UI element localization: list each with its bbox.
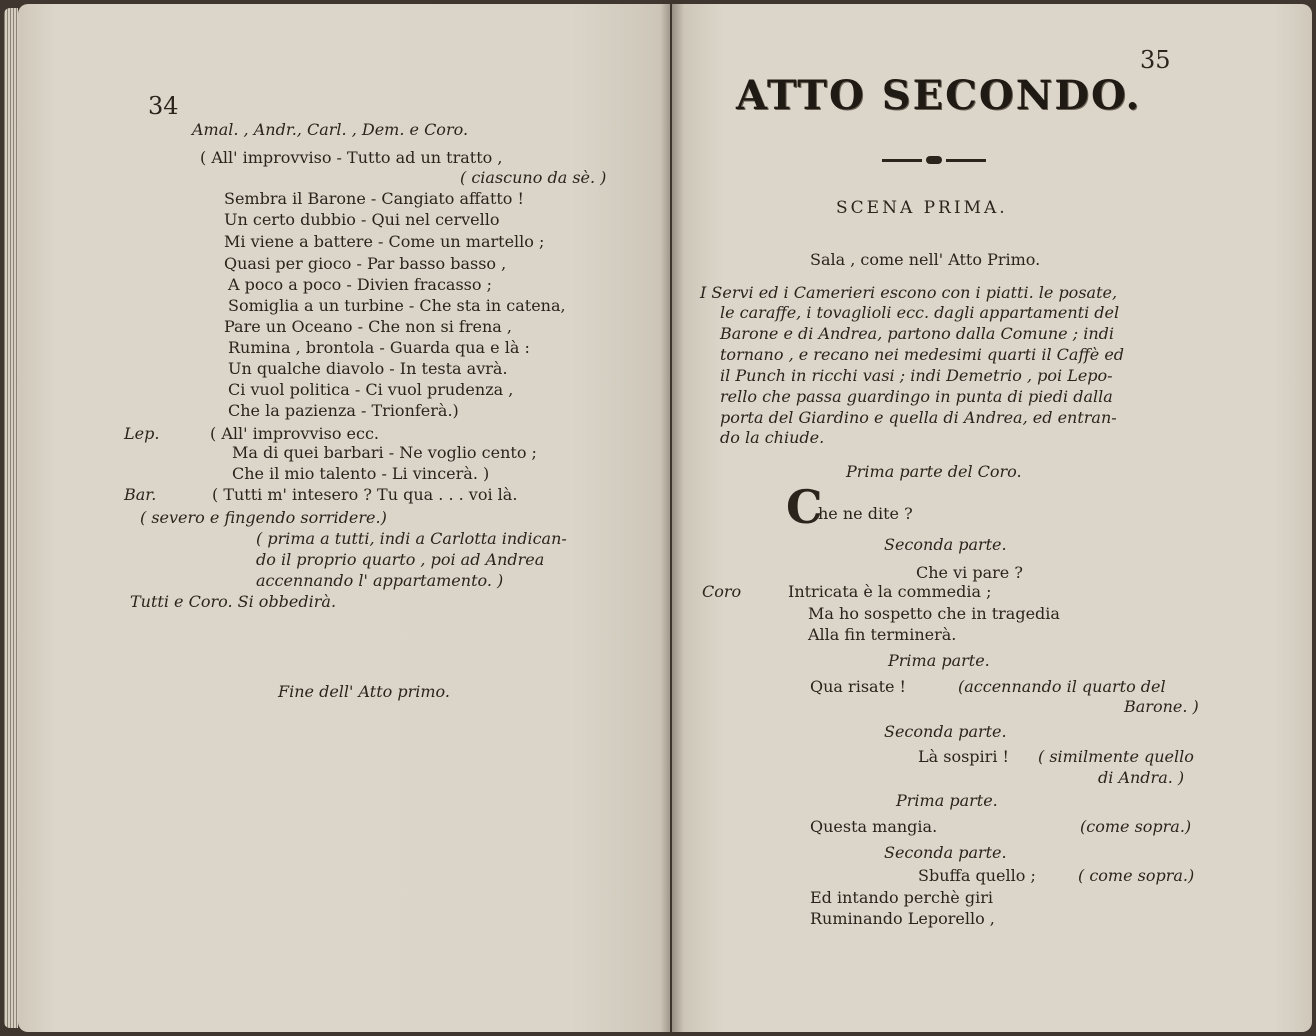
- stage-direction-line: porta del Giardino e quella di Andrea, ed entran-: [720, 408, 1117, 427]
- stage-direction: ( come sopra.): [1078, 866, 1195, 885]
- stage-direction-line: le caraffe, i tovaglioli ecc. dagli appartamenti del: [720, 303, 1120, 322]
- stage-direction-line: tornano , e recano nei medesimi quarti il Caffè ed: [720, 345, 1125, 364]
- stage-direction: do il proprio quarto , poi ad Andrea: [256, 550, 545, 569]
- ornament-rule: [882, 156, 986, 164]
- verse-line: he ne dite ?: [818, 504, 913, 523]
- stage-direction: ( ciascuno da sè. ): [460, 168, 607, 187]
- speakers-line: Amal. , Andr., Carl. , Dem. e Coro.: [192, 120, 469, 139]
- left-page-number: 34: [148, 92, 179, 120]
- verse-line: Che vi pare ?: [916, 563, 1023, 582]
- stage-direction: ( prima a tutti, indi a Carlotta indican-: [256, 529, 567, 548]
- closing-line: Tutti e Coro. Si obbedirà.: [130, 592, 337, 611]
- act-title: ATTO SECONDO.: [736, 72, 1142, 119]
- verse-line: Un certo dubbio - Qui nel cervello: [224, 210, 500, 229]
- chorus-part-label: Seconda parte.: [884, 722, 1007, 741]
- scene-title: SCENA PRIMA.: [836, 198, 1008, 218]
- verse-line: ( All' improvviso - Tutto ad un tratto ,: [200, 148, 503, 167]
- speaker-label: Lep.: [124, 424, 160, 443]
- stage-direction-line: Barone e di Andrea, partono dalla Comune ; indi: [720, 324, 1114, 343]
- verse-line: Che il mio talento - Li vincerà. ): [232, 464, 490, 483]
- verse-line: Mi viene a battere - Come un martello ;: [224, 232, 545, 251]
- verse-line: Ruminando Leporello ,: [810, 909, 995, 928]
- act-end-line: Fine dell' Atto primo.: [278, 682, 450, 701]
- verse-line: Alla fin terminerà.: [808, 625, 957, 644]
- verse-line: Pare un Oceano - Che non si frena ,: [224, 317, 512, 336]
- verse-line: Qua risate !: [810, 677, 906, 696]
- verse-line: Ed intando perchè giri: [810, 888, 993, 907]
- chorus-part-label: Seconda parte.: [884, 535, 1007, 554]
- stage-direction: (accennando il quarto del: [958, 677, 1166, 696]
- stage-direction-line: do la chiude.: [720, 428, 825, 447]
- verse-line: Quasi per gioco - Par basso basso ,: [224, 254, 507, 273]
- speaker-label: Bar.: [124, 485, 157, 504]
- verse-line: A poco a poco - Divien fracasso ;: [228, 275, 492, 294]
- setting-line: Sala , come nell' Atto Primo.: [810, 250, 1041, 269]
- chorus-part-label: Prima parte.: [896, 791, 998, 810]
- chorus-part-label: Prima parte del Coro.: [846, 462, 1022, 481]
- stage-direction: ( similmente quello: [1038, 747, 1194, 766]
- stage-direction: di Andra. ): [1098, 768, 1185, 787]
- stage-direction-line: il Punch in ricchi vasi ; indi Demetrio , poi Lepo-: [720, 366, 1113, 385]
- book-gutter: [660, 0, 684, 1036]
- stage-direction: (come sopra.): [1080, 817, 1192, 836]
- speaker-label: Coro: [702, 582, 742, 601]
- verse-line: ( All' improvviso ecc.: [210, 424, 380, 443]
- stage-direction-line: rello che passa guardingo in punta di piedi dalla: [720, 387, 1113, 406]
- verse-line: Ma ho sospetto che in tragedia: [808, 604, 1060, 623]
- chorus-part-label: Seconda parte.: [884, 843, 1007, 862]
- verse-line: Sbuffa quello ;: [918, 866, 1036, 885]
- verse-line: Somiglia a un turbine - Che sta in catena,: [228, 296, 566, 315]
- verse-line: Intricata è la commedia ;: [788, 582, 992, 601]
- drop-cap: C: [786, 480, 823, 534]
- chorus-part-label: Prima parte.: [888, 651, 990, 670]
- verse-line: Un qualche diavolo - In testa avrà.: [228, 359, 508, 378]
- verse-line: Che la pazienza - Trionferà.): [228, 401, 459, 420]
- verse-line: Ci vuol politica - Ci vuol prudenza ,: [228, 380, 514, 399]
- verse-line: Là sospiri !: [918, 747, 1009, 766]
- right-page-number: 35: [1140, 46, 1171, 74]
- page-edges: [4, 8, 18, 1028]
- verse-line: Sembra il Barone - Cangiato affatto !: [224, 189, 524, 208]
- stage-direction: Barone. ): [1124, 697, 1199, 716]
- verse-line: Rumina , brontola - Guarda qua e là :: [228, 338, 530, 357]
- verse-line: ( Tutti m' intesero ? Tu qua . . . voi là.: [212, 485, 518, 504]
- verse-line: Ma di quei barbari - Ne voglio cento ;: [232, 443, 537, 462]
- stage-direction-line: I Servi ed i Camerieri escono con i piatti. le posate,: [700, 283, 1118, 302]
- stage-direction: ( severo e fingendo sorridere.): [140, 508, 387, 527]
- verse-line: Questa mangia.: [810, 817, 938, 836]
- stage-direction: accennando l' appartamento. ): [256, 571, 504, 590]
